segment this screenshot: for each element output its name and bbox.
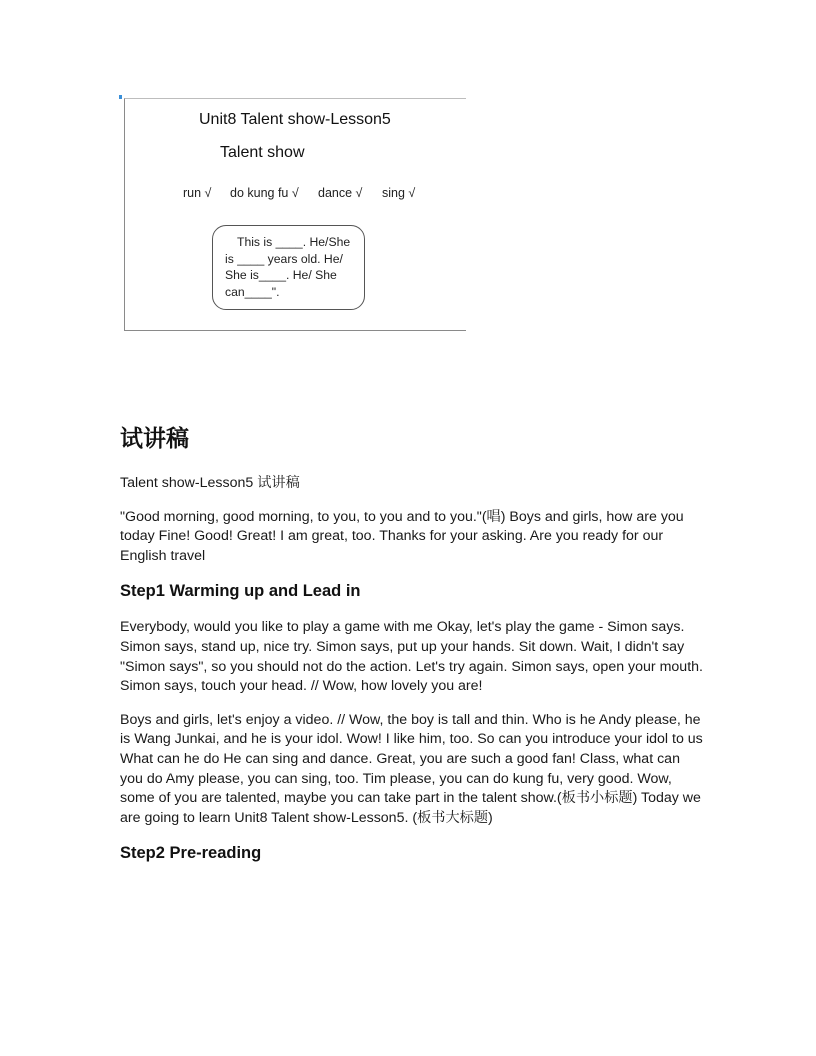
skill-run: run √ [183, 186, 212, 200]
skill-dance: dance √ [318, 186, 363, 200]
bubble-line: This is ____. He/She [237, 235, 351, 249]
page-title: 试讲稿 [120, 426, 189, 452]
document-body [120, 474, 705, 880]
doc-subtitle: Talent show-Lesson5 试讲稿 [120, 475, 300, 491]
step1-paragraph: Boys and girls, let's enjoy a video. // Wow, the boy is tall and thin. Who is he Andy please, he is Wang Junkai, and he is your idol. Wow! I like him, too. So can you introduce your idol to us What can he do He can sing and dance. Great, you are such a good fan! Class, what can you do Amy please, you can sing, too. Tim please, you can do kung fu, very good. Wow, some of you are talented, maybe you can take part in the talent show.(板书小标题) Today we are going to learn Unit8 Talent show-Lesson5. (板书大标题) [120, 711, 703, 826]
blue-corner-mark [119, 95, 122, 99]
step1-heading: Step1 Warming up and Lead in [120, 582, 361, 601]
step2-heading: Step2 Pre-reading [120, 844, 262, 863]
skill-sing: sing √ [382, 186, 416, 200]
bubble-line: can____". [225, 284, 280, 299]
board-title: Unit8 Talent show-Lesson5 [199, 111, 391, 128]
bubble-line: is ____ years old. He/ [225, 251, 343, 266]
skill-kung-fu: do kung fu √ [230, 186, 299, 200]
intro-paragraph: "Good morning, good morning, to you, to you and to you."(唱) Boys and girls, how are you today Fine! Good! Great! I am great, too. Thanks for your asking. Are you ready for our English travel [120, 508, 684, 564]
step1-paragraph: Everybody, would you like to play a game with me Okay, let's play the game - Simon says. Simon says, stand up, nice try. Simon says, put up your hands. Sit down. Wait, I didn't say "Simon says", so you should not do the action. Let's try again. Simon says, open your mouth. Simon says, touch your head. // Wow, how lovely you are! [120, 619, 703, 695]
speech-bubble [212, 225, 365, 310]
board-subtitle: Talent show [220, 144, 305, 161]
bubble-line: She is____. He/ She [225, 268, 337, 282]
blackboard-design-image [124, 98, 466, 331]
